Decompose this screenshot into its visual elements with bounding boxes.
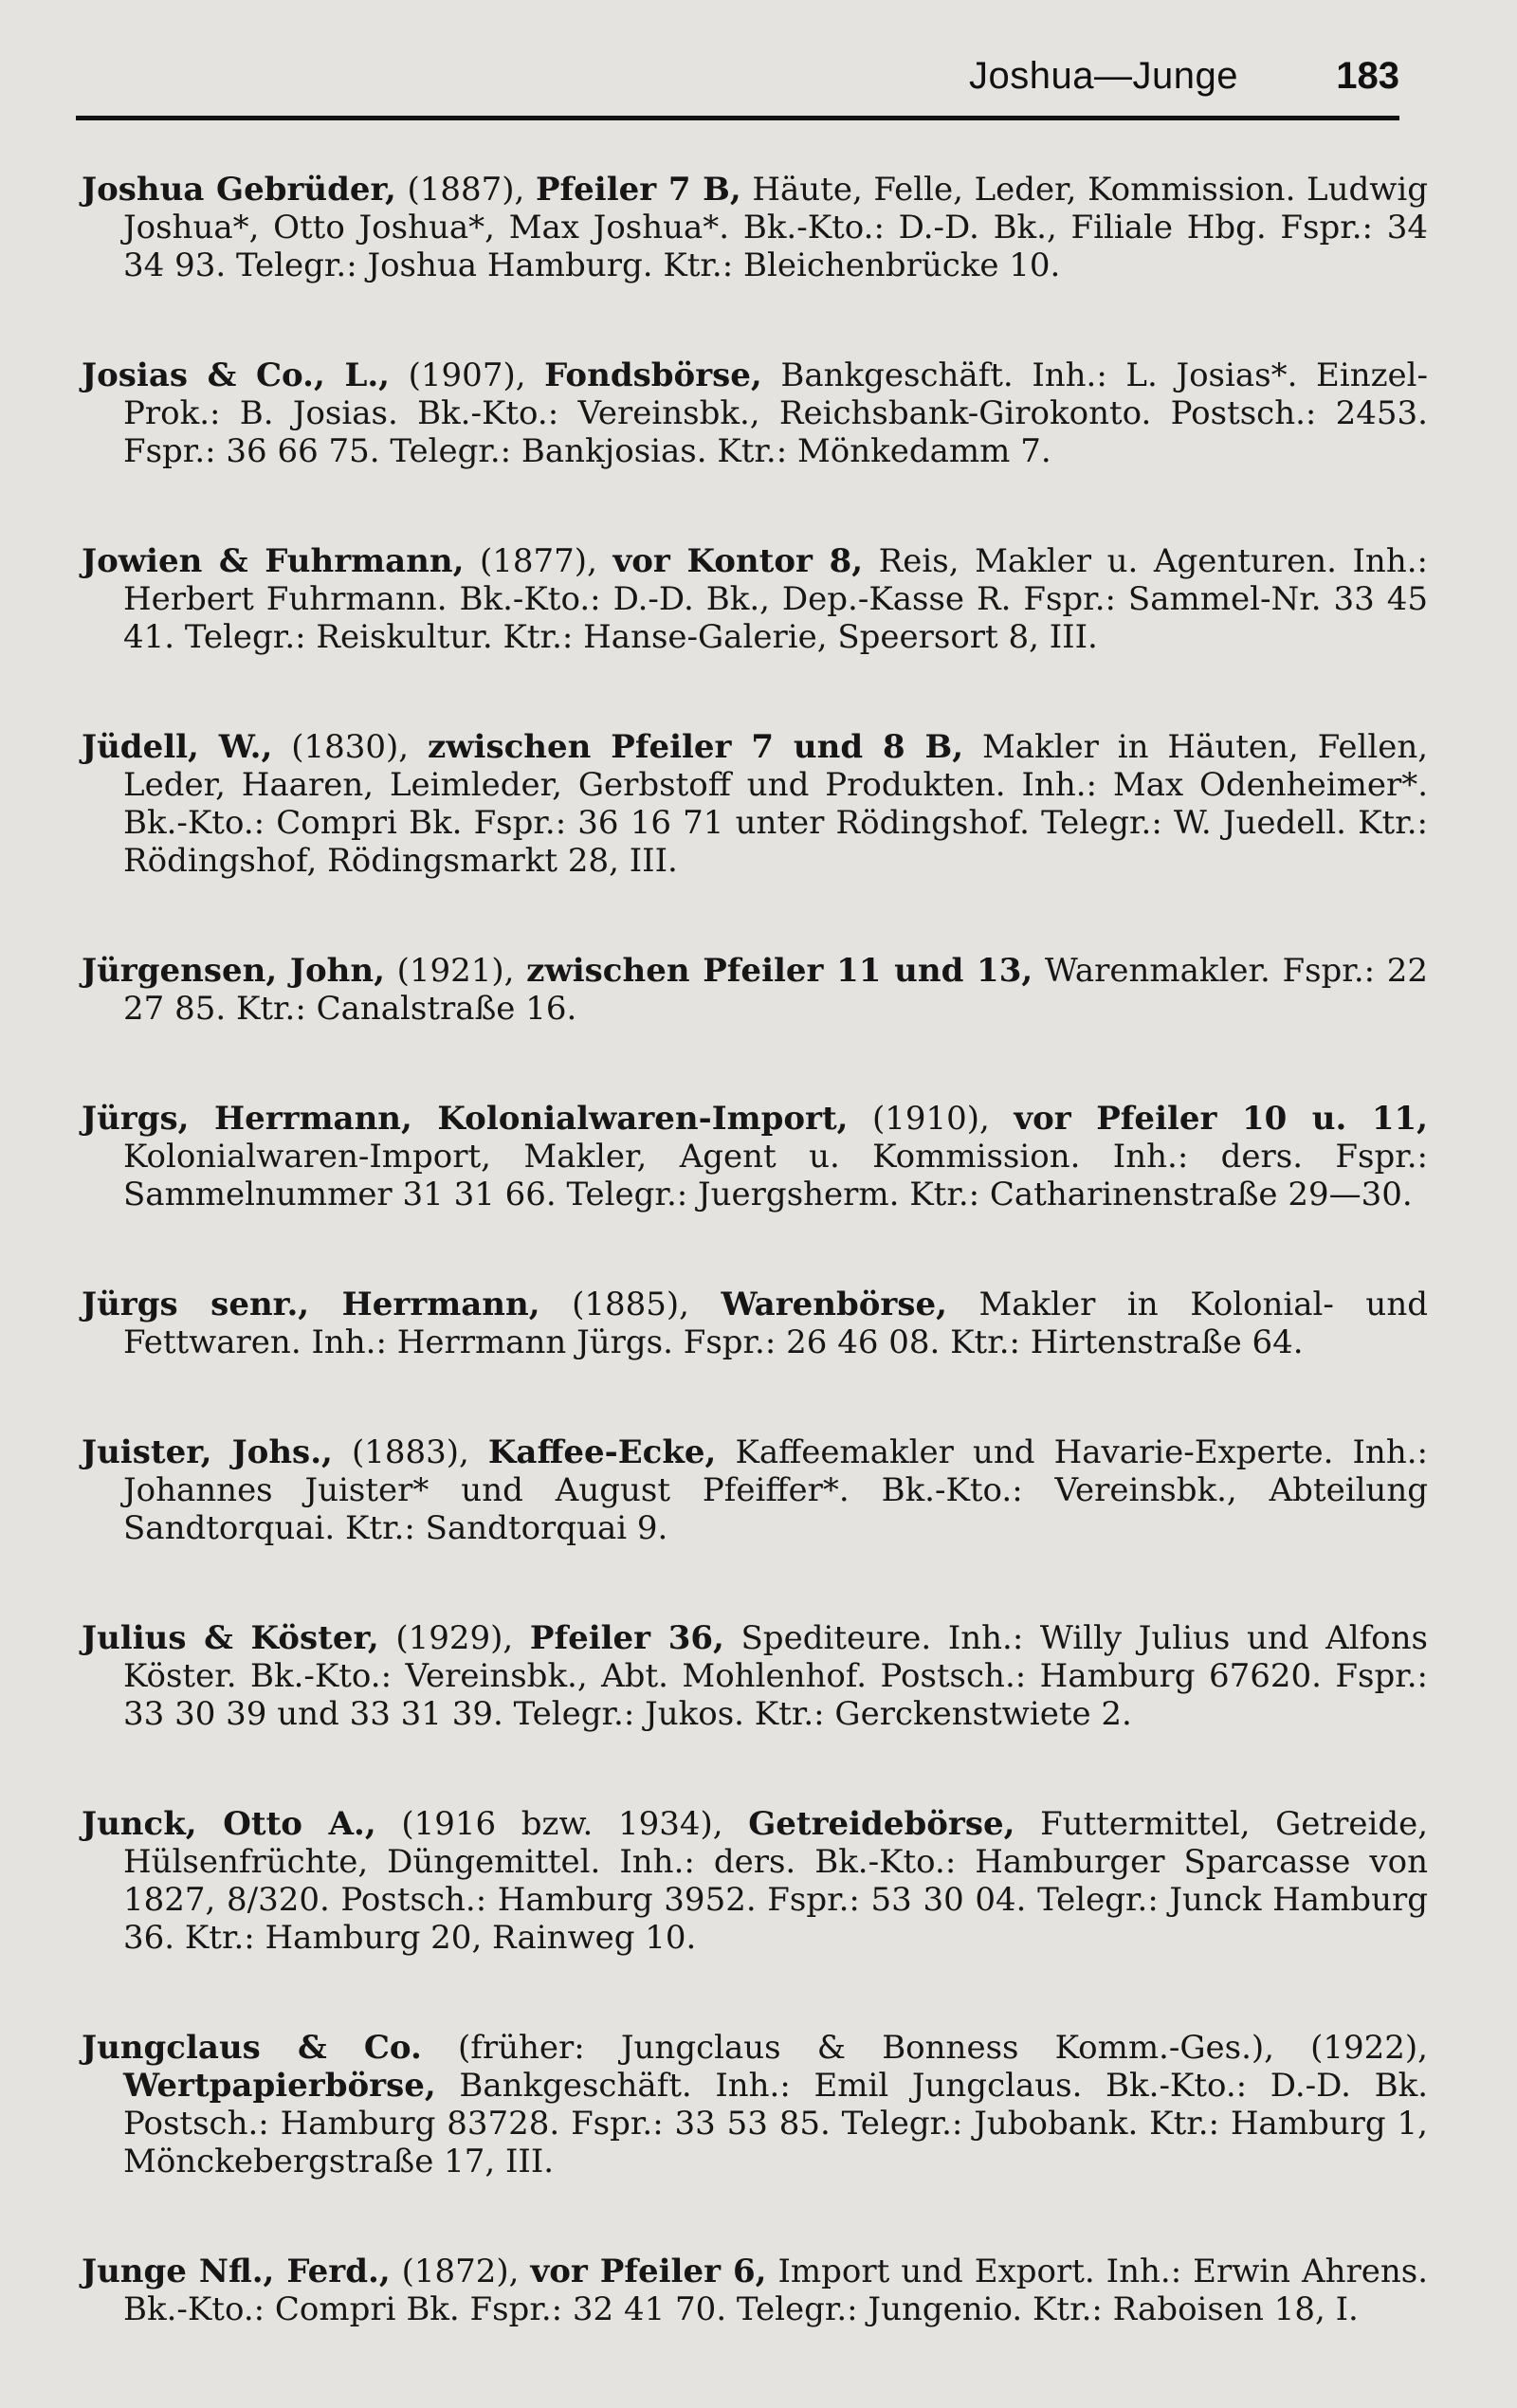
entry-location: vor Pfeiler 6, [530, 2253, 767, 2290]
entry-text: Import und Export. Inh.: Erwin Ahrens. Bk.-Kto.: Compri Bk. Fspr.: 32 41 70. Telegr.: Jungenio. Ktr.: Raboisen 18, I. [123, 2253, 1429, 2328]
entry-year: (1887), [407, 171, 525, 209]
entry-name: Jürgs, Herrmann, Kolonialwaren-Import, [82, 1100, 849, 1138]
entry-year: (1877), [480, 542, 597, 580]
entry-text: Häute, Felle, Leder, Kommission. Ludwig Joshua*, Otto Joshua*, Max Joshua*. Bk.-Kto.: D.-D. Bk., Filiale Hbg. Fspr.: 34 34 93. Telegr.: Joshua Hamburg. Ktr.: Bleichenbrücke 10. [123, 171, 1428, 284]
entry-year: (1916 bzw. 1934), [401, 1805, 723, 1843]
directory-entry [82, 1433, 1428, 1547]
entry-text: Spediteure. Inh.: Willy Julius und Alfons Köster. Bk.-Kto.: Vereinsbk., Abt. Mohlenhof. Postsch.: Hamburg 67620. Fspr.: 33 30 39 und 33 31 39. Telegr.: Jukos. Ktr.: Gerckenstwiete 2. [123, 1619, 1428, 1733]
entry-name: Junck, Otto A., [82, 1805, 376, 1843]
entry-location: Fondsbörse, [544, 356, 762, 394]
entry-name: Jüdell, W., [82, 728, 273, 766]
entry-location: vor Pfeiler 10 u. 11, [1014, 1100, 1429, 1138]
entry-text: Kolonialwaren-Import, Makler, Agent u. Kommission. Inh.: ders. Fspr.: Sammelnummer 31 31 66. Telegr.: Juergsherm. Ktr.: Catharinenstraße 29—30. [123, 1138, 1428, 1213]
page-number: 183 [1336, 55, 1399, 97]
entry-text: Kaffeemakler und Havarie-Experte. Inh.: Johannes Juister* und August Pfeiffer*. Bk.-Kto.: Vereinsbk., Abteilung Sandtorquai. Ktr.: Sandtorquai 9. [123, 1433, 1428, 1547]
entry-location: zwischen Pfeiler 7 und 8 B, [427, 728, 964, 766]
entry-list [82, 171, 1428, 2400]
running-title: Joshua—Junge [969, 55, 1238, 97]
entry-name: Julius & Köster, [82, 1619, 379, 1657]
directory-entry [82, 1100, 1428, 1213]
entry-year: (1907), [408, 356, 526, 394]
entry-year: (1910), [872, 1100, 990, 1138]
entry-text: Makler in Kolonial- und Fettwaren. Inh.: Herrmann Jürgs. Fspr.: 26 46 08. Ktr.: Hirtenstraße 64. [123, 1286, 1428, 1361]
entry-text: Warenmakler. Fspr.: 22 27 85. Ktr.: Canalstraße 16. [123, 952, 1429, 1028]
entry-location: Pfeiler 7 B, [535, 171, 741, 209]
entry-year: (1830), [291, 728, 410, 766]
directory-entry [82, 1619, 1428, 1733]
entry-text: Futtermittel, Getreide, Hülsenfrüchte, Düngemittel. Inh.: ders. Bk.-Kto.: Hamburger Sparcasse von 1827, 8/320. Postsch.: Hamburg 3952. Fspr.: 53 30 04. Telegr.: Junck Hamburg 36. Ktr.: Hamburg 20, Rainweg 10. [123, 1805, 1429, 1957]
directory-entry [82, 2029, 1428, 2180]
entry-location: Getreidebörse, [748, 1805, 1015, 1843]
entry-location: Warenbörse, [721, 1286, 947, 1323]
directory-entry [82, 356, 1428, 470]
entry-location: vor Kontor 8, [612, 542, 864, 580]
entry-year: (1883), [351, 1433, 469, 1471]
directory-entry [82, 952, 1428, 1028]
entry-year: (1885), [572, 1286, 689, 1323]
entry-name: Junge Nfl., Ferd., [82, 2253, 391, 2290]
directory-entry [82, 1286, 1428, 1361]
directory-entry [82, 1805, 1428, 1957]
directory-entry [82, 728, 1428, 880]
entry-text: Makler in Häuten, Fellen, Leder, Haaren, Leimleder, Gerbstoff und Produkten. Inh.: Max Odenheimer*. Bk.-Kto.: Compri Bk. Fspr.: 36 16 71 unter Rödingshof. Telegr.: W. Juedell. Ktr.: Rödingshof, Rödingsmarkt 28, III. [123, 728, 1429, 880]
entry-year: (1921), [396, 952, 515, 990]
entry-location: Kaffee-Ecke, [487, 1433, 717, 1471]
entry-name: Juister, Johs., [82, 1433, 333, 1471]
entry-name: Josias & Co., L., [82, 356, 391, 394]
entry-year: (1872), [401, 2253, 520, 2290]
entry-text: Bankgeschäft. Inh.: L. Josias*. Einzel-Prok.: B. Josias. Bk.-Kto.: Vereinsbk., Reichsbank-Girokonto. Postsch.: 2453. Fspr.: 36 66 75. Telegr.: Bankjosias. Ktr.: Mönkedamm 7. [123, 356, 1428, 470]
header-rule [76, 116, 1399, 120]
directory-entry [82, 2253, 1428, 2328]
entry-location: Wertpapierbörse, [123, 2067, 436, 2105]
entry-year: (früher: Jungclaus & Bonness Komm.-Ges.), (1922), [458, 2029, 1428, 2067]
directory-entry [82, 542, 1428, 656]
entry-text: Reis, Makler u. Agenturen. Inh.: Herbert Fuhrmann. Bk.-Kto.: D.-D. Bk., Dep.-Kasse R. Fspr.: Sammel-Nr. 33 45 41. Telegr.: Reiskultur. Ktr.: Hanse-Galerie, Speersort 8, III. [123, 542, 1428, 656]
entry-year: (1929), [395, 1619, 514, 1657]
entry-location: zwischen Pfeiler 11 und 13, [526, 952, 1033, 990]
entry-location: Pfeiler 36, [529, 1619, 724, 1657]
entry-text: Bankgeschäft. Inh.: Emil Jungclaus. Bk.-Kto.: D.-D. Bk. Postsch.: Hamburg 83728. Fspr.: 33 53 85. Telegr.: Jubobank. Ktr.: Hamburg 1, Mönckebergstraße 17, III. [123, 2067, 1428, 2180]
entry-name: Jürgensen, John, [82, 952, 385, 990]
directory-entry [82, 171, 1428, 284]
page-header [76, 55, 1399, 121]
entry-name: Jowien & Fuhrmann, [82, 542, 465, 580]
entry-name: Jürgs senr., Herrmann, [82, 1286, 540, 1323]
entry-name: Jungclaus & Co. [82, 2029, 422, 2067]
entry-name: Joshua Gebrüder, [82, 171, 396, 209]
